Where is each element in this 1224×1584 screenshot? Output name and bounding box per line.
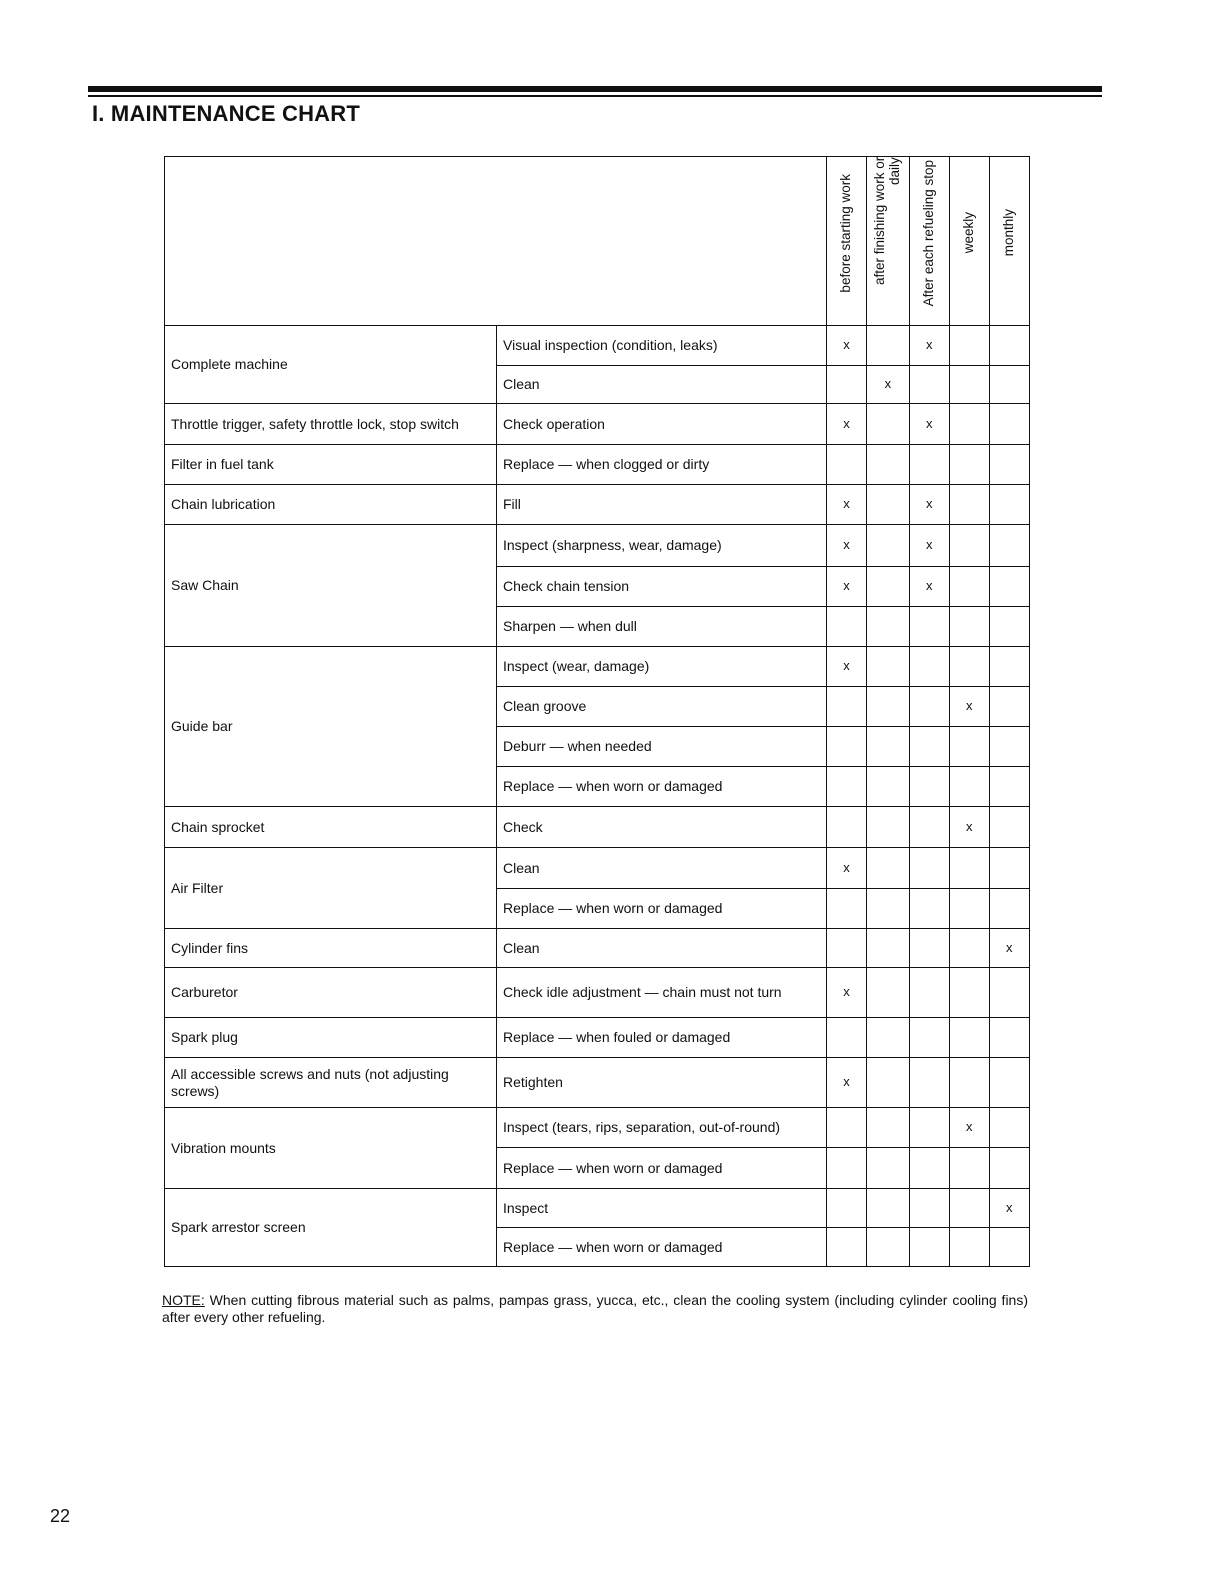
schedule-mark-cell: x bbox=[827, 1058, 867, 1108]
column-header: After each refueling stop bbox=[909, 157, 949, 326]
top-rule-thin bbox=[88, 95, 1102, 97]
schedule-mark-cell bbox=[867, 1108, 910, 1148]
schedule-mark-cell bbox=[827, 889, 867, 929]
schedule-mark-cell: x bbox=[827, 848, 867, 889]
schedule-mark-cell bbox=[949, 647, 989, 687]
table-row bbox=[165, 485, 1030, 525]
schedule-mark-cell bbox=[867, 567, 910, 607]
schedule-mark-cell bbox=[867, 1018, 910, 1058]
schedule-mark-cell bbox=[989, 807, 1029, 848]
component-cell: Carburetor bbox=[165, 968, 497, 1018]
table-row bbox=[165, 848, 1030, 889]
task-cell: Inspect bbox=[497, 1189, 827, 1228]
schedule-mark-cell bbox=[989, 366, 1029, 404]
task-cell: Visual inspection (condition, leaks) bbox=[497, 326, 827, 366]
schedule-mark-cell bbox=[867, 889, 910, 929]
column-header: weekly bbox=[949, 157, 989, 326]
schedule-mark-cell bbox=[867, 727, 910, 767]
task-cell: Check bbox=[497, 807, 827, 848]
schedule-mark-cell bbox=[989, 767, 1029, 807]
schedule-mark-cell bbox=[909, 445, 949, 485]
table-row bbox=[165, 326, 1030, 366]
schedule-mark-cell: x bbox=[827, 404, 867, 445]
table-row bbox=[165, 525, 1030, 567]
footnote bbox=[162, 1292, 1028, 1326]
schedule-mark-cell bbox=[989, 326, 1029, 366]
task-cell: Clean bbox=[497, 929, 827, 968]
schedule-mark-cell: x bbox=[909, 567, 949, 607]
column-header: monthly bbox=[989, 157, 1029, 326]
schedule-mark-cell bbox=[909, 848, 949, 889]
task-cell: Retighten bbox=[497, 1058, 827, 1108]
schedule-mark-cell bbox=[989, 445, 1029, 485]
task-cell: Inspect (wear, damage) bbox=[497, 647, 827, 687]
schedule-mark-cell bbox=[909, 767, 949, 807]
task-cell: Replace — when worn or damaged bbox=[497, 1228, 827, 1267]
schedule-mark-cell: x bbox=[827, 647, 867, 687]
schedule-mark-cell bbox=[909, 1189, 949, 1228]
table-row bbox=[165, 404, 1030, 445]
schedule-mark-cell bbox=[989, 567, 1029, 607]
schedule-mark-cell bbox=[867, 326, 910, 366]
schedule-mark-cell bbox=[827, 1148, 867, 1189]
schedule-mark-cell bbox=[949, 567, 989, 607]
component-cell: Filter in fuel tank bbox=[165, 445, 497, 485]
task-cell: Clean bbox=[497, 366, 827, 404]
schedule-mark-cell bbox=[949, 727, 989, 767]
schedule-mark-cell: x bbox=[989, 929, 1029, 968]
schedule-mark-cell bbox=[827, 1189, 867, 1228]
schedule-mark-cell bbox=[867, 607, 910, 647]
schedule-mark-cell bbox=[827, 1108, 867, 1148]
schedule-mark-cell bbox=[949, 485, 989, 525]
table-row bbox=[165, 807, 1030, 848]
chart-header-row bbox=[165, 157, 1030, 326]
schedule-mark-cell bbox=[949, 767, 989, 807]
task-cell: Clean bbox=[497, 848, 827, 889]
schedule-mark-cell bbox=[909, 647, 949, 687]
top-rule-thick bbox=[88, 86, 1102, 92]
schedule-mark-cell bbox=[867, 445, 910, 485]
table-row bbox=[165, 968, 1030, 1018]
schedule-mark-cell bbox=[909, 1018, 949, 1058]
schedule-mark-cell bbox=[867, 485, 910, 525]
chart-body bbox=[165, 326, 1030, 1267]
schedule-mark-cell: x bbox=[909, 326, 949, 366]
schedule-mark-cell bbox=[949, 1058, 989, 1108]
schedule-mark-cell: x bbox=[909, 404, 949, 445]
note-text: When cutting fibrous material such as palms, pampas grass, yucca, etc., clean the cooling system (including cylinder cooling fins) after every other refueling. bbox=[162, 1292, 1029, 1325]
schedule-mark-cell bbox=[827, 929, 867, 968]
schedule-mark-cell bbox=[909, 807, 949, 848]
task-cell: Check chain tension bbox=[497, 567, 827, 607]
note-label: NOTE: bbox=[162, 1292, 205, 1308]
schedule-mark-cell bbox=[827, 687, 867, 727]
component-cell: Spark arrestor screen bbox=[165, 1189, 497, 1267]
component-cell: All accessible screws and nuts (not adjusting screws) bbox=[165, 1058, 497, 1108]
schedule-mark-cell bbox=[949, 1018, 989, 1058]
table-row bbox=[165, 445, 1030, 485]
component-cell: Chain lubrication bbox=[165, 485, 497, 525]
schedule-mark-cell: x bbox=[949, 807, 989, 848]
task-cell: Deburr — when needed bbox=[497, 727, 827, 767]
schedule-mark-cell bbox=[867, 525, 910, 567]
schedule-mark-cell bbox=[827, 767, 867, 807]
task-cell: Fill bbox=[497, 485, 827, 525]
component-cell: Spark plug bbox=[165, 1018, 497, 1058]
schedule-mark-cell bbox=[949, 889, 989, 929]
schedule-mark-cell bbox=[989, 647, 1029, 687]
task-cell: Replace — when worn or damaged bbox=[497, 889, 827, 929]
schedule-mark-cell bbox=[949, 1148, 989, 1189]
schedule-mark-cell bbox=[949, 607, 989, 647]
table-row bbox=[165, 1189, 1030, 1228]
schedule-mark-cell: x bbox=[827, 567, 867, 607]
schedule-mark-cell bbox=[949, 326, 989, 366]
schedule-mark-cell bbox=[909, 1108, 949, 1148]
schedule-mark-cell: x bbox=[989, 1189, 1029, 1228]
schedule-mark-cell bbox=[867, 647, 910, 687]
schedule-mark-cell bbox=[949, 445, 989, 485]
schedule-mark-cell: x bbox=[909, 485, 949, 525]
schedule-mark-cell bbox=[989, 525, 1029, 567]
schedule-mark-cell bbox=[827, 607, 867, 647]
schedule-mark-cell bbox=[989, 1108, 1029, 1148]
schedule-mark-cell bbox=[949, 1189, 989, 1228]
task-cell: Replace — when worn or damaged bbox=[497, 1148, 827, 1189]
schedule-mark-cell bbox=[909, 968, 949, 1018]
component-cell: Air Filter bbox=[165, 848, 497, 929]
schedule-mark-cell bbox=[827, 1228, 867, 1267]
schedule-mark-cell bbox=[827, 445, 867, 485]
schedule-mark-cell bbox=[827, 1018, 867, 1058]
schedule-mark-cell bbox=[909, 889, 949, 929]
page-number: 22 bbox=[50, 1506, 71, 1526]
table-row bbox=[165, 1058, 1030, 1108]
schedule-mark-cell bbox=[867, 1148, 910, 1189]
task-cell: Sharpen — when dull bbox=[497, 607, 827, 647]
schedule-mark-cell bbox=[867, 848, 910, 889]
schedule-mark-cell bbox=[909, 727, 949, 767]
schedule-mark-cell bbox=[989, 968, 1029, 1018]
schedule-mark-cell bbox=[867, 968, 910, 1018]
table-row bbox=[165, 647, 1030, 687]
component-cell: Chain sprocket bbox=[165, 807, 497, 848]
schedule-mark-cell bbox=[989, 607, 1029, 647]
schedule-mark-cell bbox=[909, 687, 949, 727]
schedule-mark-cell bbox=[909, 366, 949, 404]
schedule-mark-cell bbox=[827, 366, 867, 404]
component-cell: Throttle trigger, safety throttle lock, stop switch bbox=[165, 404, 497, 445]
task-cell: Inspect (tears, rips, separation, out-of-round) bbox=[497, 1108, 827, 1148]
table-row bbox=[165, 929, 1030, 968]
task-cell: Replace — when worn or damaged bbox=[497, 767, 827, 807]
schedule-mark-cell bbox=[867, 929, 910, 968]
schedule-mark-cell bbox=[867, 687, 910, 727]
schedule-mark-cell bbox=[949, 848, 989, 889]
schedule-mark-cell bbox=[989, 889, 1029, 929]
task-cell: Check operation bbox=[497, 404, 827, 445]
schedule-mark-cell bbox=[867, 404, 910, 445]
schedule-mark-cell bbox=[867, 1189, 910, 1228]
schedule-mark-cell bbox=[867, 1228, 910, 1267]
component-cell: Cylinder fins bbox=[165, 929, 497, 968]
schedule-mark-cell: x bbox=[909, 525, 949, 567]
schedule-mark-cell bbox=[867, 807, 910, 848]
schedule-mark-cell bbox=[989, 687, 1029, 727]
schedule-mark-cell bbox=[989, 727, 1029, 767]
schedule-mark-cell bbox=[989, 1018, 1029, 1058]
schedule-mark-cell bbox=[989, 848, 1029, 889]
task-cell: Check idle adjustment — chain must not turn bbox=[497, 968, 827, 1018]
schedule-mark-cell: x bbox=[827, 326, 867, 366]
schedule-mark-cell bbox=[827, 727, 867, 767]
schedule-mark-cell bbox=[867, 1058, 910, 1108]
table-row bbox=[165, 1108, 1030, 1148]
maintenance-chart bbox=[164, 156, 1030, 1267]
schedule-mark-cell bbox=[949, 1228, 989, 1267]
schedule-mark-cell bbox=[949, 525, 989, 567]
task-cell: Replace — when clogged or dirty bbox=[497, 445, 827, 485]
schedule-mark-cell: x bbox=[827, 485, 867, 525]
schedule-mark-cell bbox=[989, 1148, 1029, 1189]
schedule-mark-cell bbox=[989, 404, 1029, 445]
component-cell: Saw Chain bbox=[165, 525, 497, 647]
schedule-mark-cell bbox=[909, 1228, 949, 1267]
schedule-mark-cell bbox=[949, 404, 989, 445]
schedule-mark-cell bbox=[909, 929, 949, 968]
schedule-mark-cell bbox=[867, 767, 910, 807]
schedule-mark-cell bbox=[949, 968, 989, 1018]
schedule-mark-cell: x bbox=[867, 366, 910, 404]
task-cell: Inspect (sharpness, wear, damage) bbox=[497, 525, 827, 567]
schedule-mark-cell bbox=[949, 366, 989, 404]
schedule-mark-cell: x bbox=[949, 687, 989, 727]
schedule-mark-cell bbox=[827, 807, 867, 848]
schedule-mark-cell bbox=[989, 1058, 1029, 1108]
schedule-mark-cell bbox=[909, 1148, 949, 1189]
schedule-mark-cell: x bbox=[827, 525, 867, 567]
table-row bbox=[165, 1018, 1030, 1058]
section-title: I. MAINTENANCE CHART bbox=[92, 101, 360, 126]
component-cell: Complete machine bbox=[165, 326, 497, 404]
schedule-mark-cell bbox=[909, 607, 949, 647]
schedule-mark-cell bbox=[989, 1228, 1029, 1267]
schedule-mark-cell bbox=[949, 929, 989, 968]
schedule-mark-cell bbox=[989, 485, 1029, 525]
task-cell: Clean groove bbox=[497, 687, 827, 727]
schedule-mark-cell: x bbox=[949, 1108, 989, 1148]
component-cell: Guide bar bbox=[165, 647, 497, 807]
task-cell: Replace — when fouled or damaged bbox=[497, 1018, 827, 1058]
component-cell: Vibration mounts bbox=[165, 1108, 497, 1189]
column-header: after finishing work or daily bbox=[867, 157, 910, 326]
header-blank bbox=[165, 157, 827, 326]
column-header: before starting work bbox=[827, 157, 867, 326]
schedule-mark-cell: x bbox=[827, 968, 867, 1018]
schedule-mark-cell bbox=[909, 1058, 949, 1108]
